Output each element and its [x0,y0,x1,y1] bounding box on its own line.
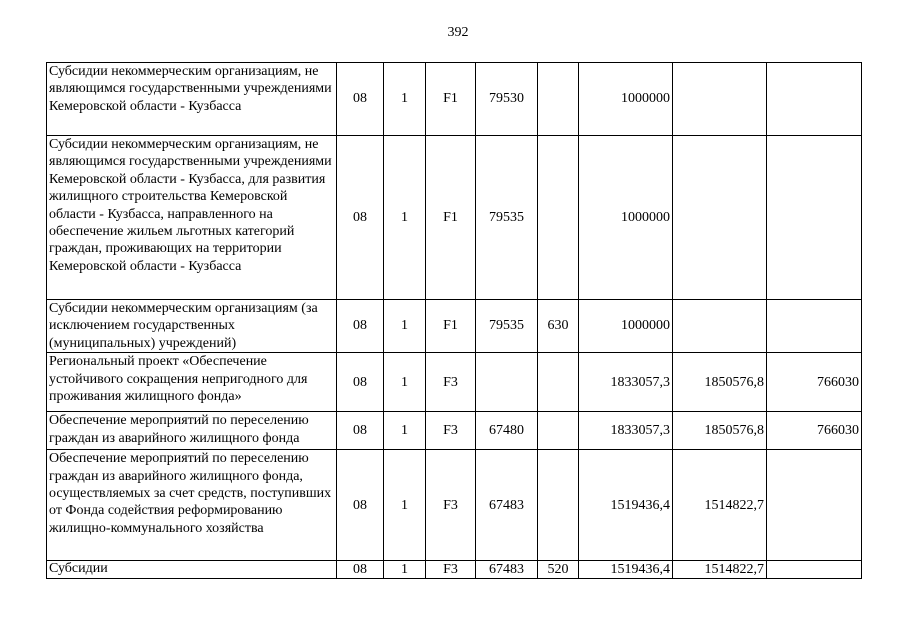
table-row [47,353,862,412]
cell-code-1: 08 [337,412,384,450]
cell-code-3: F3 [426,353,476,412]
cell-code-2: 1 [384,63,426,136]
cell-amount-3 [767,300,862,353]
cell-code-2: 1 [384,300,426,353]
cell-code-3: F1 [426,136,476,300]
cell-amount-1: 1000000 [579,136,673,300]
cell-amount-2 [673,136,767,300]
cell-code-2: 1 [384,450,426,561]
cell-code-1: 08 [337,353,384,412]
cell-code-4 [476,353,538,412]
cell-code-2: 1 [384,412,426,450]
table-row [47,63,862,136]
cell-code-5 [538,412,579,450]
page-number: 392 [447,25,469,40]
cell-code-4: 79535 [476,300,538,353]
table-row [47,412,862,450]
cell-code-5 [538,353,579,412]
cell-name: Субсидии некоммерческим организациям, не являющимся государственными учреждениями Кемеровской области - Кузбасса [47,63,337,136]
cell-code-1: 08 [337,300,384,353]
table-row [47,450,862,561]
cell-amount-3: 766030 [767,353,862,412]
cell-name: Обеспечение мероприятий по переселению граждан из аварийного жилищного фонда, осуществляемых за счет средств, поступивших от Фонда содействия реформированию жилищно-коммунального хозяйства [47,450,337,561]
cell-amount-3 [767,63,862,136]
cell-amount-1: 1519436,4 [579,561,673,579]
cell-amount-1: 1833057,3 [579,353,673,412]
cell-code-1: 08 [337,561,384,579]
cell-amount-2 [673,63,767,136]
cell-code-1: 08 [337,63,384,136]
cell-code-5 [538,136,579,300]
cell-code-5 [538,450,579,561]
cell-amount-1: 1519436,4 [579,450,673,561]
cell-code-4: 79535 [476,136,538,300]
cell-code-2: 1 [384,136,426,300]
cell-amount-3 [767,136,862,300]
cell-code-5: 630 [538,300,579,353]
cell-amount-1: 1000000 [579,300,673,353]
cell-name: Субсидии [47,561,337,579]
cell-amount-1: 1833057,3 [579,412,673,450]
cell-name: Обеспечение мероприятий по переселению граждан из аварийного жилищного фонда [47,412,337,450]
cell-name: Субсидии некоммерческим организациям, не являющимся государственными учреждениями Кемеровской области - Кузбасса, для развития жилищного строительства Кемеровской области - Кузбасса, направленного на обеспечение жильем льготных категорий граждан, проживающих на территории Кемеровской области - Кузбасса [47,136,337,300]
cell-code-3: F1 [426,63,476,136]
cell-code-3: F3 [426,412,476,450]
cell-name: Региональный проект «Обеспечение устойчивого сокращения непригодного для проживания жилищного фонда» [47,353,337,412]
cell-code-1: 08 [337,136,384,300]
cell-code-4: 67480 [476,412,538,450]
cell-code-4: 67483 [476,561,538,579]
table-row [47,136,862,300]
cell-code-4: 67483 [476,450,538,561]
cell-code-3: F1 [426,300,476,353]
cell-amount-2 [673,300,767,353]
cell-amount-1: 1000000 [579,63,673,136]
cell-code-1: 08 [337,450,384,561]
cell-amount-2: 1850576,8 [673,353,767,412]
cell-code-5: 520 [538,561,579,579]
cell-amount-2: 1514822,7 [673,450,767,561]
cell-code-3: F3 [426,561,476,579]
cell-amount-3 [767,450,862,561]
table-row [47,561,862,579]
table-row [47,300,862,353]
cell-code-2: 1 [384,561,426,579]
cell-amount-3: 766030 [767,412,862,450]
cell-amount-2: 1850576,8 [673,412,767,450]
cell-amount-2: 1514822,7 [673,561,767,579]
cell-code-2: 1 [384,353,426,412]
cell-name: Субсидии некоммерческим организациям (за исключением государственных (муниципальных) учреждений) [47,300,337,353]
cell-code-3: F3 [426,450,476,561]
data-table [46,62,862,579]
cell-amount-3 [767,561,862,579]
cell-code-4: 79530 [476,63,538,136]
cell-code-5 [538,63,579,136]
